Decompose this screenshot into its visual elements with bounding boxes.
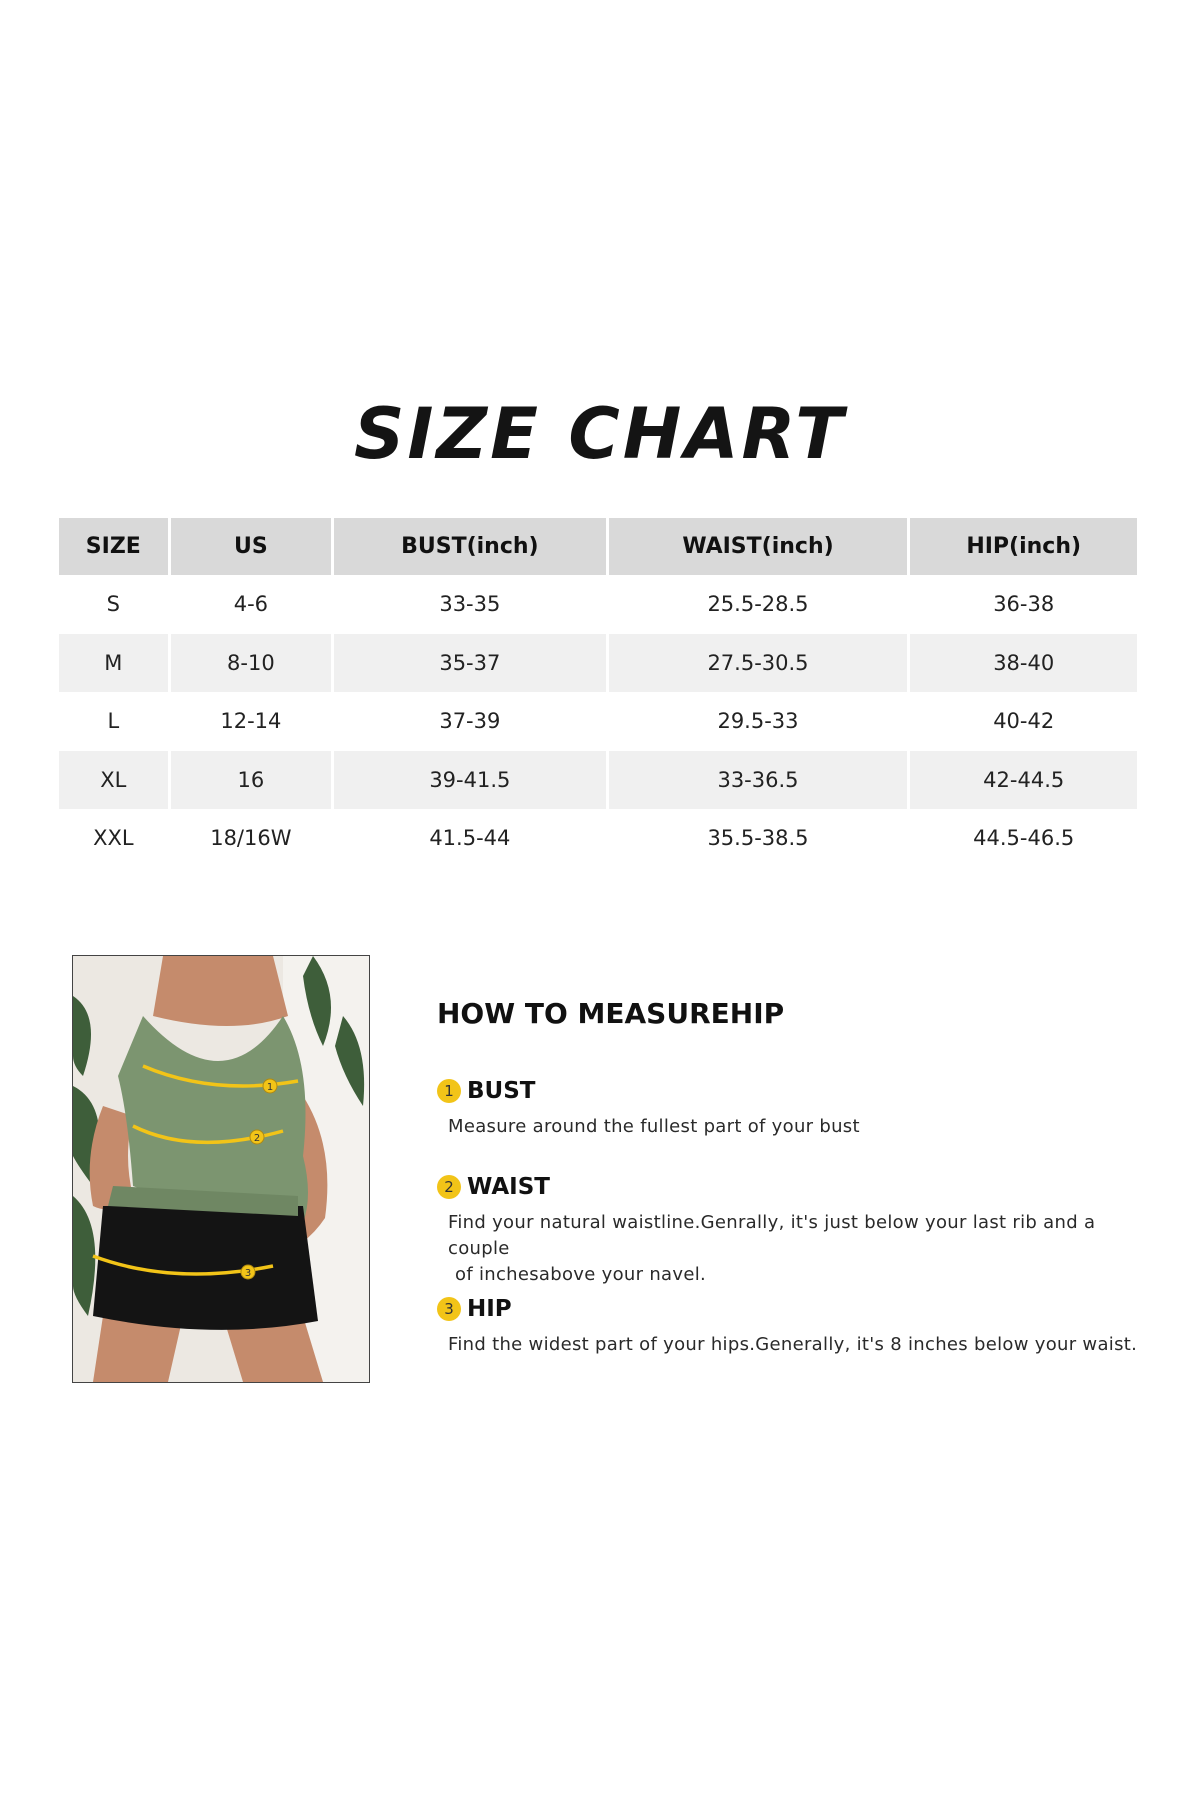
step-waist	[437, 1172, 1157, 1288]
cell-size: L	[107, 709, 120, 734]
cell-bust: 39-41.5	[334, 751, 605, 810]
step-number-badge: 3	[437, 1297, 461, 1321]
column-header-hip: HIP(inch)	[910, 518, 1137, 575]
table-row	[59, 575, 1137, 634]
step-title: HIP	[467, 1296, 512, 1322]
table-row	[59, 692, 1137, 751]
step-number-badge: 1	[437, 1079, 461, 1103]
cell-size: S	[106, 592, 120, 617]
step-description: Measure around the fullest part of your bust	[448, 1116, 860, 1137]
cell-bust: 35-37	[334, 634, 605, 693]
cell-us: 12-14	[220, 709, 282, 734]
cell-us: 8-10	[171, 634, 332, 693]
cell-size: XXL	[93, 826, 134, 851]
step-description-continued: of inchesabove your navel.	[455, 1264, 707, 1285]
cell-hip: 40-42	[993, 709, 1055, 734]
cell-size: M	[59, 634, 168, 693]
cell-hip: 36-38	[993, 592, 1055, 617]
step-header	[437, 1294, 1157, 1324]
neck-shoulders	[153, 956, 288, 1026]
step-header	[437, 1172, 1157, 1202]
cell-waist: 27.5-30.5	[609, 634, 908, 693]
cell-us: 18/16W	[210, 826, 292, 851]
bust-marker	[263, 1079, 277, 1093]
table-row	[59, 751, 1137, 810]
svg-text:2: 2	[253, 1133, 261, 1144]
table-row	[59, 809, 1137, 868]
svg-text:1: 1	[266, 1082, 274, 1093]
cell-hip: 44.5-46.5	[973, 826, 1075, 851]
cell-bust: 41.5-44	[429, 826, 511, 851]
svg-text:3: 3	[244, 1268, 252, 1279]
model-photo	[72, 955, 370, 1383]
column-header-bust: BUST(inch)	[334, 518, 605, 575]
cell-bust: 33-35	[439, 592, 501, 617]
step-title: BUST	[467, 1078, 536, 1104]
cell-waist: 35.5-38.5	[707, 826, 809, 851]
cell-size: XL	[59, 751, 168, 810]
cell-bust: 37-39	[439, 709, 501, 734]
step-hip	[437, 1294, 1157, 1358]
cell-us: 4-6	[233, 592, 269, 617]
how-to-measure-heading: HOW TO MEASUREHIP	[437, 997, 785, 1030]
table-header-row	[59, 518, 1137, 575]
waist-marker	[250, 1130, 264, 1144]
size-table	[56, 518, 1140, 868]
cell-us: 16	[171, 751, 332, 810]
cell-waist: 25.5-28.5	[707, 592, 809, 617]
model-illustration	[73, 956, 369, 1382]
step-header	[437, 1076, 1157, 1106]
column-header-waist: WAIST(inch)	[609, 518, 908, 575]
cell-waist: 33-36.5	[609, 751, 908, 810]
cell-hip: 42-44.5	[910, 751, 1137, 810]
step-bust	[437, 1076, 1157, 1140]
page-title: SIZE CHART	[353, 393, 847, 475]
cell-hip: 38-40	[910, 634, 1137, 693]
cell-waist: 29.5-33	[717, 709, 799, 734]
column-header-us: US	[171, 518, 332, 575]
column-header-size: SIZE	[59, 518, 168, 575]
step-description: Find the widest part of your hips.Generally, it's 8 inches below your waist.	[448, 1334, 1138, 1355]
hip-marker	[241, 1265, 255, 1279]
step-number-badge: 2	[437, 1175, 461, 1199]
step-title: WAIST	[467, 1174, 550, 1200]
table-row	[59, 634, 1137, 693]
step-description: Find your natural waistline.Genrally, it's just below your last rib and a couple	[448, 1212, 1096, 1259]
